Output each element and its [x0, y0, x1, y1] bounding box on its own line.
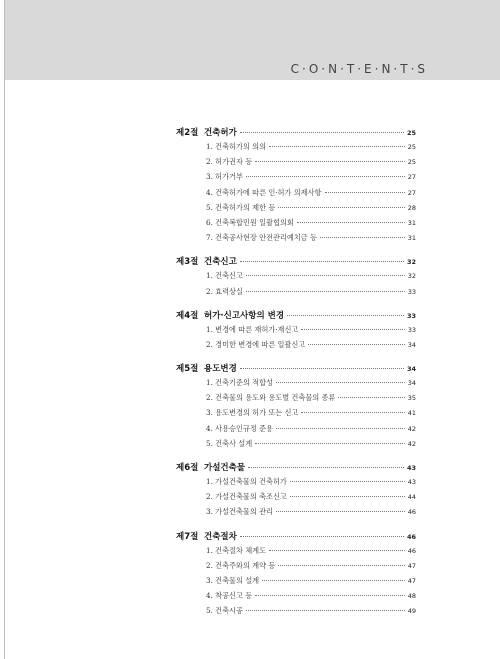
- toc-item[interactable]: [176, 287, 416, 302]
- dot-leader: [240, 536, 404, 537]
- dot-leader: [301, 329, 404, 330]
- item-title: 6. 건축복합민원 일괄협의회: [206, 217, 294, 227]
- page-number: 47: [407, 561, 416, 570]
- page-number: 35: [407, 394, 416, 403]
- item-title: 5. 건축허가의 제한 등: [206, 202, 276, 212]
- dot-leader: [255, 443, 405, 444]
- toc-section-heading[interactable]: [176, 126, 416, 142]
- page-number: 44: [407, 493, 416, 502]
- item-title: 1. 변경에 따른 재허가·재신고: [206, 324, 299, 334]
- toc-item[interactable]: [176, 546, 416, 561]
- section-title: 허가·신고사항의 변경: [204, 310, 285, 321]
- item-title: 4. 사용승인규정 준용: [206, 423, 273, 433]
- toc-item[interactable]: [176, 271, 416, 286]
- toc-item[interactable]: [176, 393, 416, 408]
- section-title: 건축허가: [204, 128, 237, 138]
- item-title: 4. 착공신고 등: [206, 591, 253, 601]
- page-number: 46: [407, 508, 416, 517]
- toc-item[interactable]: [176, 203, 416, 218]
- item-title: 2. 건축주와의 계약 등: [206, 560, 276, 570]
- page-number: 46: [407, 546, 416, 555]
- section-title: 가설건축물: [204, 463, 246, 473]
- toc-item[interactable]: [176, 591, 416, 606]
- page-number: 34: [407, 340, 416, 349]
- page-number: 25: [407, 143, 416, 151]
- page-number: 31: [407, 218, 416, 227]
- page-number: 43: [406, 464, 416, 472]
- dot-leader: [246, 610, 405, 611]
- toc-section: [176, 255, 416, 301]
- dot-leader: [278, 207, 404, 208]
- toc-item[interactable]: [176, 507, 416, 522]
- item-title: 2. 건축물의 용도와 용도별 건축물의 종류: [206, 393, 336, 403]
- section-title: 건축신고: [204, 257, 237, 268]
- dot-leader: [240, 261, 404, 262]
- item-title: 1. 건축허가의 의의: [206, 142, 267, 151]
- dot-leader: [301, 412, 404, 413]
- toc-item[interactable]: [176, 157, 416, 172]
- page-number: 33: [406, 311, 416, 320]
- item-title: 5. 건축사 설계: [206, 438, 253, 448]
- toc-item[interactable]: [176, 218, 416, 233]
- toc-section: [176, 530, 416, 622]
- section-number: 제3절: [176, 257, 199, 268]
- toc-section-heading[interactable]: [176, 530, 416, 546]
- dot-leader: [320, 237, 405, 238]
- dot-leader: [246, 176, 405, 177]
- dot-leader: [338, 397, 404, 398]
- dot-leader: [276, 511, 405, 512]
- page-number: 27: [407, 173, 416, 182]
- section-number: 제7절: [176, 531, 199, 542]
- toc-item[interactable]: [176, 325, 416, 340]
- table-of-contents: [176, 126, 416, 629]
- item-title: 3. 용도변경의 허가 또는 신고: [206, 408, 299, 418]
- toc-item[interactable]: [176, 576, 416, 591]
- page-number: 27: [407, 188, 416, 197]
- toc-section-heading[interactable]: [176, 309, 416, 325]
- dot-leader: [308, 344, 404, 345]
- page-number: 49: [407, 607, 416, 616]
- item-title: 3. 건축물의 설계: [206, 575, 260, 585]
- toc-item[interactable]: [176, 378, 416, 393]
- page-number: 34: [406, 365, 416, 374]
- toc-section: [176, 309, 416, 355]
- section-title: 용도변경: [204, 364, 237, 375]
- item-title: 2. 효력상실: [206, 286, 243, 296]
- item-title: 2. 경미한 변경에 따른 일괄신고: [206, 339, 306, 349]
- toc-item[interactable]: [176, 233, 416, 248]
- dot-leader: [255, 595, 405, 596]
- dot-leader: [240, 132, 404, 133]
- toc-item[interactable]: [176, 408, 416, 423]
- dot-leader: [276, 428, 405, 429]
- page-number: 33: [407, 325, 416, 334]
- dot-leader: [287, 315, 404, 316]
- page-number: 42: [407, 424, 416, 433]
- page-number: 46: [406, 532, 416, 541]
- item-title: 1. 건축신고: [206, 271, 243, 281]
- section-number: 제5절: [176, 364, 199, 375]
- toc-item[interactable]: [176, 606, 416, 621]
- page-number: 32: [406, 258, 416, 267]
- dot-leader: [255, 161, 405, 162]
- toc-item[interactable]: [176, 188, 416, 203]
- toc-item[interactable]: [176, 424, 416, 439]
- dot-leader: [246, 291, 405, 292]
- header-band: [5, 0, 500, 80]
- item-title: 5. 건축시공: [206, 606, 243, 616]
- dot-leader: [246, 275, 405, 276]
- page-number: 25: [407, 158, 416, 167]
- dot-leader: [269, 146, 405, 147]
- item-title: 1. 건축기준의 적합성: [206, 378, 273, 388]
- toc-item[interactable]: [176, 142, 416, 157]
- dot-leader: [325, 192, 405, 193]
- section-number: 제6절: [176, 463, 199, 473]
- toc-item[interactable]: [176, 492, 416, 507]
- toc-section-heading[interactable]: [176, 362, 416, 378]
- dot-leader: [248, 467, 404, 468]
- dot-leader: [278, 565, 404, 566]
- page-number: 31: [407, 234, 416, 243]
- page-number: 47: [407, 576, 416, 585]
- dot-leader: [297, 222, 405, 223]
- item-title: 3. 가설건축물의 관리: [206, 507, 273, 517]
- page-number: 48: [407, 592, 416, 601]
- dot-leader: [269, 550, 405, 551]
- page-edge-line: [4, 0, 5, 659]
- dot-leader: [276, 382, 405, 383]
- toc-section-heading[interactable]: [176, 461, 416, 477]
- toc-section: [176, 461, 416, 523]
- item-title: 7. 건축공사현장 안전관리예치금 등: [206, 233, 317, 243]
- contents-title: C·O·N·T·E·N·T·S: [290, 62, 428, 76]
- item-title: 2. 가설건축물의 축조신고: [206, 492, 287, 502]
- section-number: 제4절: [176, 310, 199, 321]
- toc-section-heading[interactable]: [176, 255, 416, 271]
- toc-item[interactable]: [176, 172, 416, 187]
- item-title: 1. 건축절차 체계도: [206, 545, 267, 555]
- page-number: 32: [407, 272, 416, 281]
- page-number: 33: [407, 287, 416, 296]
- dot-leader: [262, 580, 405, 581]
- section-number: 제2절: [176, 128, 199, 138]
- page-number: 34: [407, 379, 416, 388]
- item-title: 1. 가설건축물의 건축허가: [206, 477, 287, 486]
- page-number: 41: [407, 409, 416, 418]
- toc-item[interactable]: [176, 477, 416, 492]
- dot-leader: [290, 496, 405, 497]
- dot-leader: [290, 481, 405, 482]
- page-number: 28: [407, 203, 416, 212]
- toc-section: [176, 362, 416, 454]
- section-title: 건축절차: [204, 531, 237, 542]
- page-number: 25: [406, 129, 416, 137]
- toc-item[interactable]: [176, 340, 416, 355]
- toc-section: [176, 126, 416, 248]
- toc-item[interactable]: [176, 439, 416, 454]
- item-title: 3. 허가거부: [206, 172, 243, 182]
- item-title: 4. 건축허가에 따른 인·허가 의제사항: [206, 187, 322, 197]
- page-number: 42: [407, 439, 416, 448]
- page-number: 43: [407, 478, 416, 486]
- toc-item[interactable]: [176, 561, 416, 576]
- item-title: 2. 허가권자 등: [206, 157, 253, 167]
- dot-leader: [240, 368, 404, 369]
